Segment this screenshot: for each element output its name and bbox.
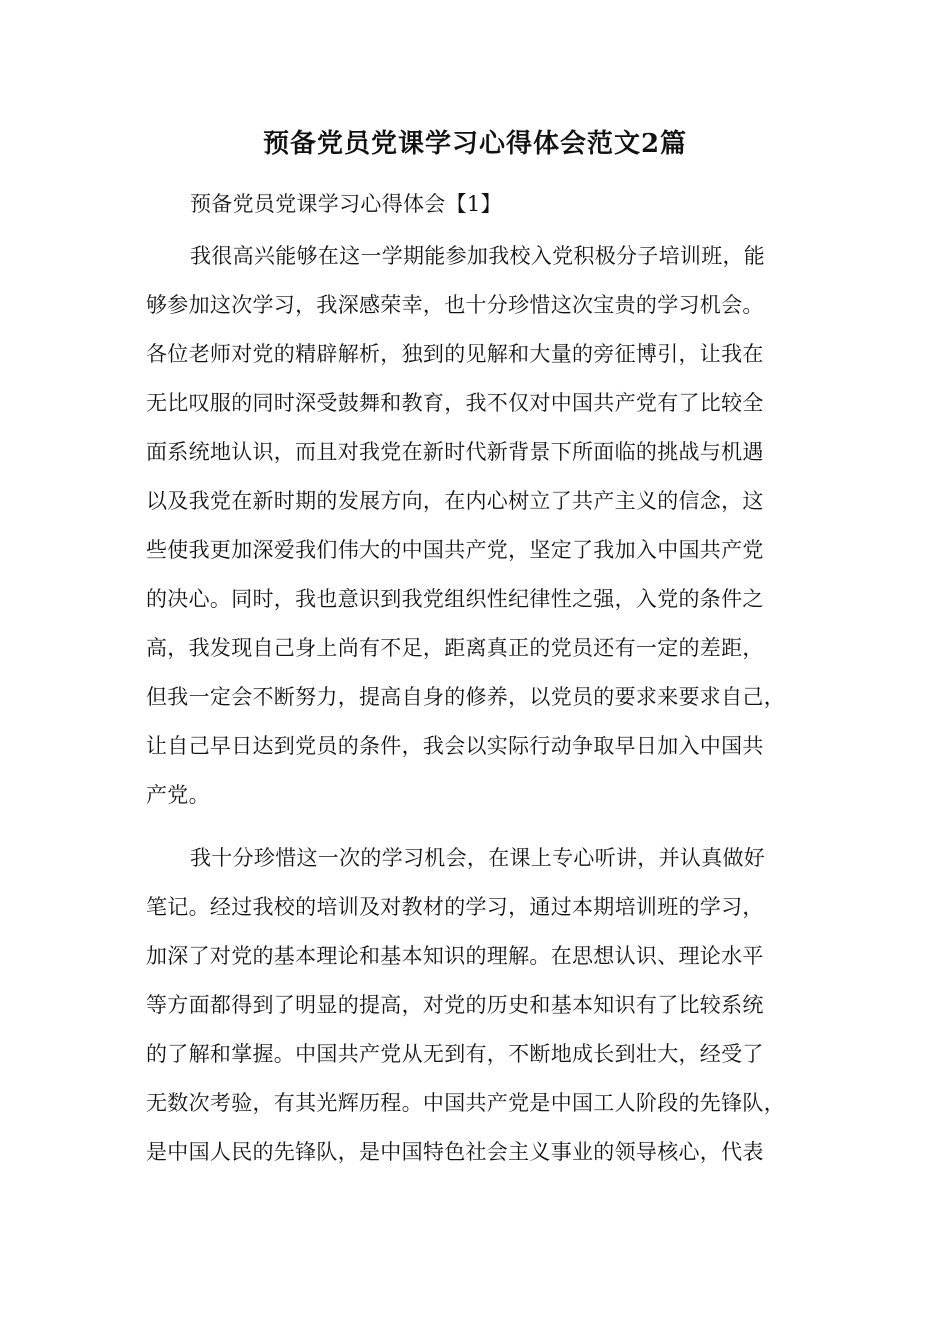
paragraph-line: 的了解和掌握。中国共产党从无到有，不断地成长到壮大，经受了 [146,1042,764,1066]
paragraph-line: 但我一定会不断努力，提高自身的修养，以党员的要求来要求自己， [146,685,785,709]
paragraph-line: 无比叹服的同时深受鼓舞和教育，我不仅对中国共产党有了比较全 [146,391,764,415]
section-heading: 预备党员党课学习心得体会【1】 [190,192,502,216]
paragraph-line: 以及我党在新时期的发展方向，在内心树立了共产主义的信念，这 [146,489,764,513]
paragraph-line: 让自己早日达到党员的条件，我会以实际行动争取早日加入中国共 [146,734,764,758]
paragraph-line: 我十分珍惜这一次的学习机会，在课上专心听讲，并认真做好 [190,846,766,870]
paragraph-line: 各位老师对党的精辟解析，独到的见解和大量的旁征博引，让我在 [146,342,764,366]
paragraph-line: 笔记。经过我校的培训及对教材的学习，通过本期培训班的学习， [146,895,764,919]
paragraph-line: 的决心。同时，我也意识到我党组织性纪律性之强，入党的条件之 [146,587,764,611]
paragraph-line: 是中国人民的先锋队，是中国特色社会主义事业的领导核心，代表 [146,1140,764,1164]
paragraph-line: 等方面都得到了明显的提高，对党的历史和基本知识有了比较系统 [146,993,764,1017]
paragraph-line: 够参加这次学习，我深感荣幸，也十分珍惜这次宝贵的学习机会。 [146,293,764,317]
paragraph-line: 些使我更加深爱我们伟大的中国共产党，坚定了我加入中国共产党 [146,538,764,562]
paragraph-line: 产党。 [146,783,210,807]
paragraph-line: 面系统地认识，而且对我党在新时代新背景下所面临的挑战与机遇 [146,440,764,464]
paragraph-line: 无数次考验，有其光辉历程。中国共产党是中国工人阶段的先锋队， [146,1091,785,1115]
paragraph-line: 高，我发现自己身上尚有不足，距离真正的党员还有一定的差距， [146,636,764,660]
paragraph-line: 加深了对党的基本理论和基本知识的理解。在思想认识、理论水平 [146,944,764,968]
document-title: 预备党员党课学习心得体会范文2篇 [262,129,688,159]
paragraph-line: 我很高兴能够在这一学期能参加我校入党积极分子培训班，能 [190,244,766,268]
